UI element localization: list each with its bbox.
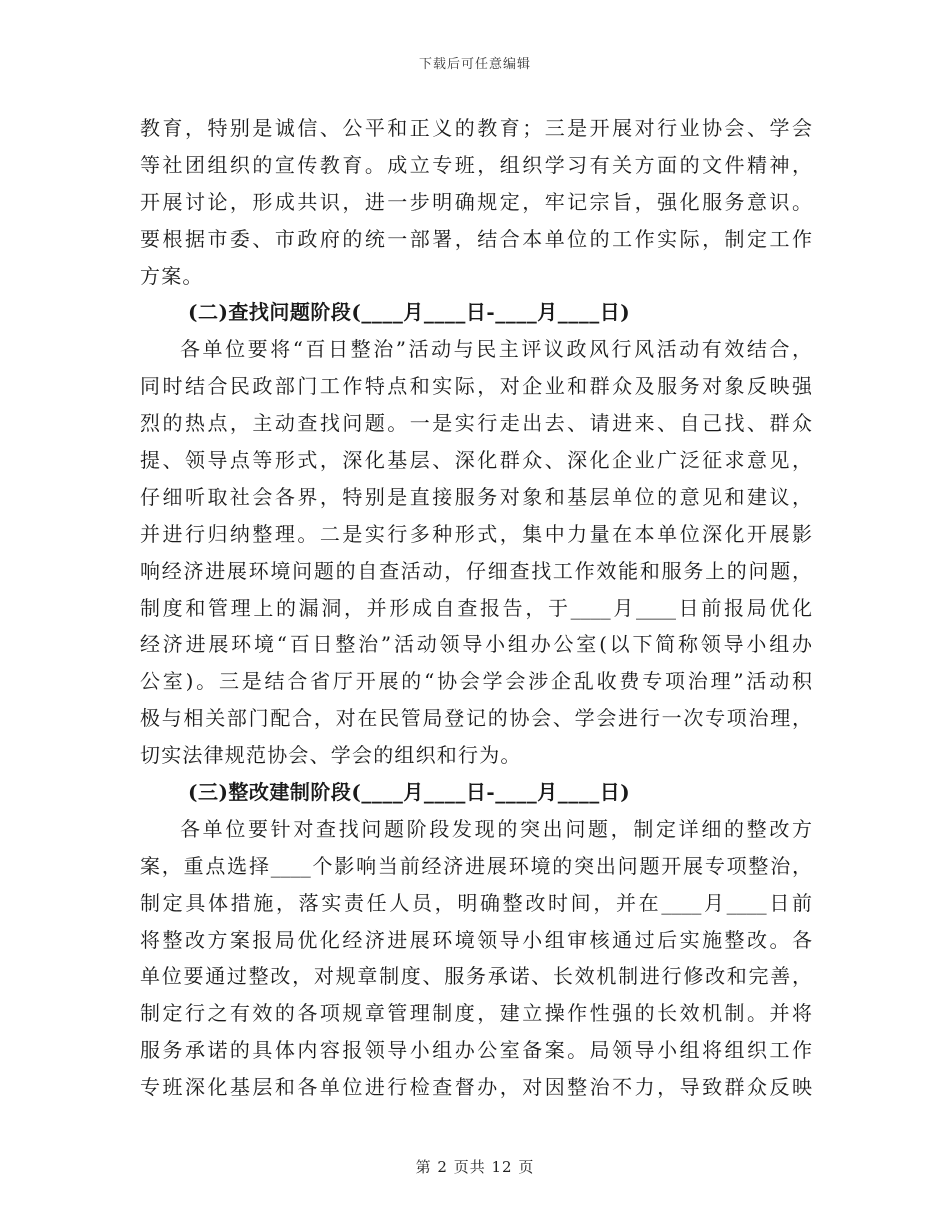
- section-heading-2: (二)查找问题阶段(____月____日-____月____日): [188, 300, 631, 325]
- body-line: 经济进展环境“百日整治”活动领导小组办公室(以下简称领导小组办: [140, 632, 812, 657]
- body-line: 制度和管理上的漏洞，并形成自查报告，于____月____日前报局优化: [140, 595, 812, 620]
- body-line: 极与相关部门配合，对在民管局登记的协会、学会进行一次专项治理，: [140, 706, 812, 731]
- body-line: 仔细听取社会各界，特别是直接服务对象和基层单位的意见和建议，: [140, 484, 812, 509]
- body-line: 响经济进展环境问题的自查活动，仔细查找工作效能和服务上的问题，: [140, 558, 812, 583]
- body-line: 公室)。三是结合省厅开展的“协会学会涉企乱收费专项治理”活动积: [140, 669, 812, 694]
- body-line: 要根据市委、市政府的统一部署，结合本单位的工作实际，制定工作: [140, 226, 812, 251]
- body-line: 烈的热点，主动查找问题。一是实行走出去、请进来、自己找、群众: [140, 411, 812, 436]
- document-body: [140, 110, 812, 1106]
- body-line: 制定具体措施，落实责任人员，明确整改时间，并在____月____日前: [140, 890, 812, 915]
- body-line: 各单位要针对查找问题阶段发现的突出问题，制定详细的整改方: [180, 816, 812, 841]
- body-line: 并进行归纳整理。二是实行多种形式，集中力量在本单位深化开展影: [140, 521, 812, 546]
- body-line: 专班深化基层和各单位进行检查督办，对因整治不力，导致群众反映: [140, 1075, 812, 1100]
- body-line: 制定行之有效的各项规章管理制度，建立操作性强的长效机制。并将: [140, 1001, 812, 1026]
- body-line: 等社团组织的宣传教育。成立专班，组织学习有关方面的文件精神，: [140, 152, 812, 177]
- page-header-note: 下载后可任意编辑: [418, 57, 531, 72]
- body-line: 服务承诺的具体内容报领导小组办公室备案。局领导小组将组织工作: [140, 1038, 812, 1063]
- section-heading-3: (三)整改建制阶段(____月____日-____月____日): [188, 780, 631, 805]
- body-line: 教育，特别是诚信、公平和正义的教育；三是开展对行业协会、学会: [140, 116, 812, 140]
- body-line: 开展讨论，形成共识，进一步明确规定，牢记宗旨，强化服务意识。: [140, 189, 812, 214]
- body-line: 单位要通过整改，对规章制度、服务承诺、长效机制进行修改和完善，: [140, 964, 812, 989]
- body-line: 案，重点选择____个影响当前经济进展环境的突出问题开展专项整治，: [140, 853, 812, 878]
- body-line: 切实法律规范协会、学会的组织和行为。: [140, 743, 522, 768]
- body-line: 各单位要将“百日整治”活动与民主评议政风行风活动有效结合，: [180, 337, 812, 362]
- body-line: 提、领导点等形式，深化基层、深化群众、深化企业广泛征求意见，: [140, 448, 812, 473]
- body-line: 方案。: [140, 263, 204, 288]
- page-number: 第 2 页共 12 页: [415, 1158, 535, 1176]
- body-line: 将整改方案报局优化经济进展环境领导小组审核通过后实施整改。各: [140, 927, 812, 952]
- body-line: 同时结合民政部门工作特点和实际，对企业和群众及服务对象反映强: [140, 374, 812, 399]
